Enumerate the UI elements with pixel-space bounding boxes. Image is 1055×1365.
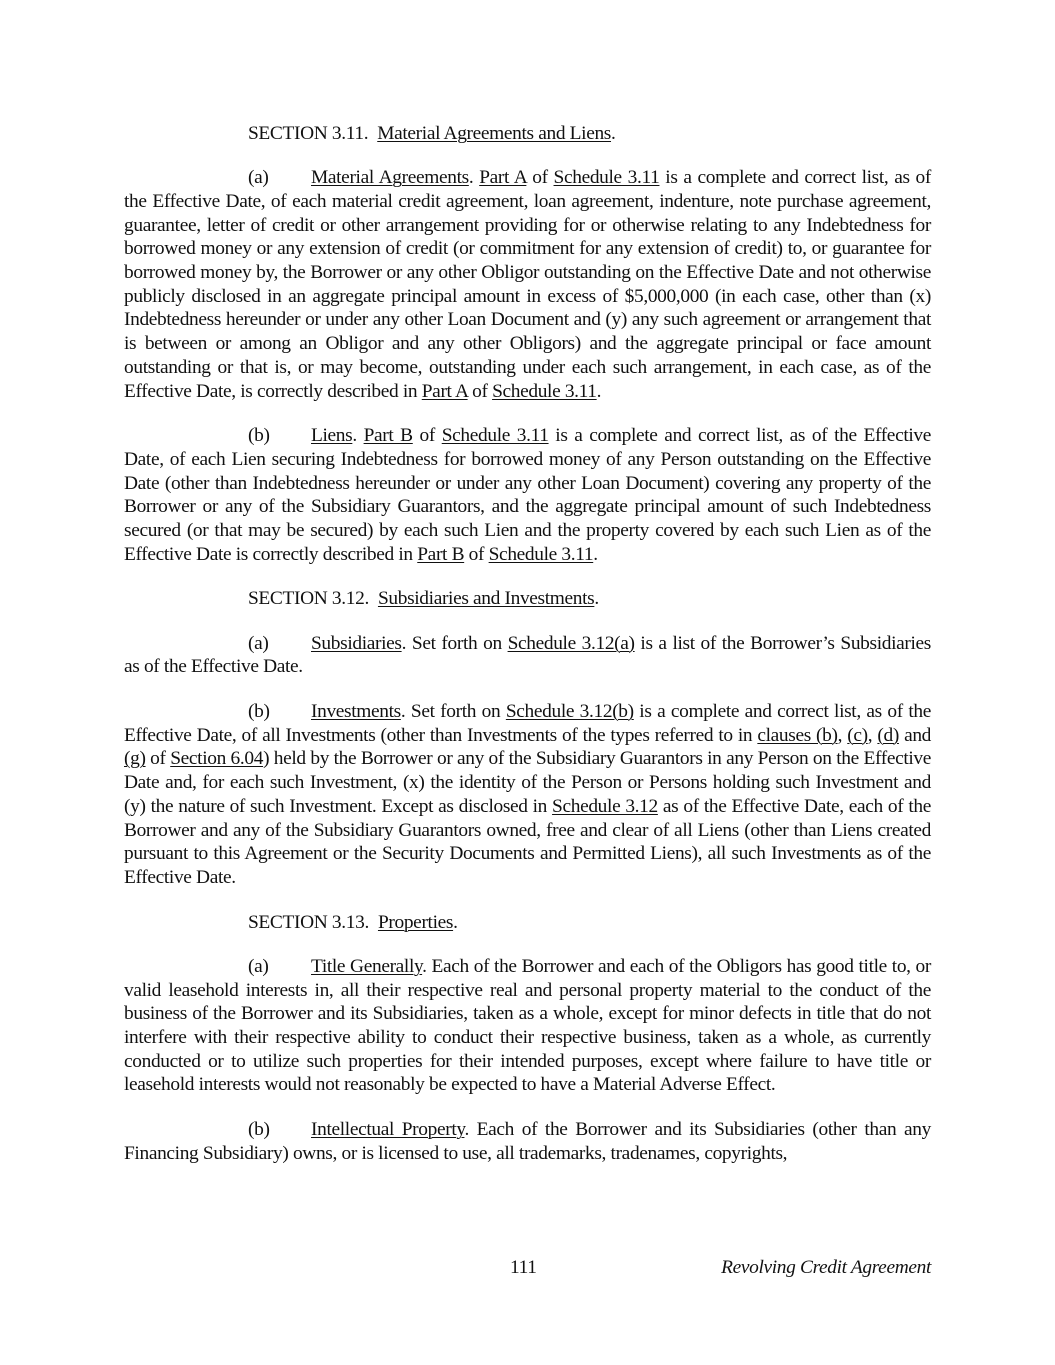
paragraph-3-11-b [124, 424, 931, 566]
clause-label: (a) [248, 955, 269, 977]
cross-reference: Schedule 3.12 [552, 795, 658, 817]
cross-reference: Schedule 3.11 [553, 167, 660, 189]
cross-reference: Part B [417, 543, 465, 565]
cross-reference: Schedule 3.11 [488, 543, 594, 565]
section-heading-3-12: SECTION 3.12. Subsidiaries and Investments. [248, 588, 599, 610]
paragraph-3-13-a [124, 955, 931, 1097]
section-title: Subsidiaries and Investments [377, 588, 595, 610]
cross-reference: Liens [311, 425, 353, 447]
section-title: Material Agreements and Liens [377, 123, 612, 144]
clause-label: (b) [248, 701, 270, 723]
cross-reference: Section 6.04 [170, 748, 264, 770]
cross-reference: Part A [479, 167, 527, 189]
paragraph-3-12-a [124, 632, 931, 679]
page-number: 111 [510, 1257, 537, 1278]
cross-reference: Schedule 3.11 [441, 425, 549, 447]
clause-body: Intellectual Property. Each of the Borrower and its Subsidiaries (other than any Financing Subsidiary) owns, or is licensed to use, all trademarks, tradenames, copyrights, [124, 1119, 931, 1164]
paragraph-3-13-b [124, 1118, 931, 1165]
cross-reference: (c) [847, 724, 868, 746]
section-number: SECTION 3.11. [248, 123, 369, 144]
cross-reference: (d) [877, 724, 899, 746]
clause-label: (b) [248, 1119, 270, 1141]
document-title: Revolving Credit Agreement [721, 1257, 931, 1278]
page-footer [124, 1256, 931, 1280]
cross-reference: Subsidiaries [311, 632, 402, 654]
paragraph-3-11-a [124, 166, 931, 403]
clause-body: Title Generally. Each of the Borrower and each of the Obligors has good title to, or valid leasehold interests in, all their respective real and personal property material to the conduct of the business of the Borrower and its Subsidiaries, taken as a whole, except for minor defects in title that do not interfere with their respective ability to conduct their respective business, taken as a whole, as currently conducted or to utilize such properties for their intended purposes, except where failure to have title or leasehold interests would not reasonably be expected to have a Material Adverse Effect. [124, 955, 932, 1096]
cross-reference: Schedule 3.11 [492, 380, 597, 402]
clause-body: Subsidiaries. Set forth on Schedule 3.12(a) is a list of the Borrower’s Subsidiaries as of the Effective Date. [124, 632, 931, 678]
section-heading-3-13: SECTION 3.13. Properties. [248, 911, 458, 933]
cross-reference: Material Agreements [311, 167, 469, 189]
section-number: SECTION 3.12. [248, 588, 369, 610]
cross-reference: Part A [421, 380, 468, 402]
clause-body: Investments. Set forth on Schedule 3.12(b) is a complete and correct list, as of the Effective Date, of all Investments (other than Investments of the types referred to in clauses (b), (c), (d) and (g) of Section 6.04) held by the Borrower or any of the Subsidiary Guarantors in any Person on the Effective Date and, for each such Investment, (x) the identity of the Person or Persons holding such Investment and (y) the nature of such Investment. Except as disclosed in Schedule 3.12 as of the Effective Date, each of the Borrower and any of the Subsidiary Guarantors owned, free and clear of all Liens (other than Liens created pursuant to this Agreement or the Security Documents and Permitted Liens), all such Investments as of the Effective Date. [124, 701, 932, 888]
cross-reference: (g) [124, 748, 146, 770]
cross-reference: Title Generally [311, 955, 423, 977]
cross-reference: Schedule 3.12(a) [507, 632, 635, 654]
cross-reference: clauses (b) [757, 724, 838, 746]
clause-label: (a) [248, 632, 269, 654]
cross-reference: Intellectual Property [311, 1119, 465, 1141]
section-heading-3-11: SECTION 3.11. Material Agreements and Liens. [248, 123, 616, 144]
clause-label: (a) [248, 167, 269, 189]
clause-label: (b) [248, 425, 270, 447]
section-number: SECTION 3.13. [248, 911, 369, 933]
section-title: Properties [377, 911, 454, 933]
cross-reference: Part B [363, 425, 413, 447]
clause-body: Liens. Part B of Schedule 3.11 is a complete and correct list, as of the Effective Date, of each Lien securing Indebtedness for borrowed money of any Person outstanding on the Effective Date (other than Indebtedness hereunder or under any other Loan Document) covering any property of the Borrower or any of the Subsidiary Guarantors, and the aggregate principal amount of such Indebtedness secured (or that may be secured) by each such Lien and the property covered by each such Lien as of the Effective Date is correctly described in Part B of Schedule 3.11. [124, 425, 931, 565]
cross-reference: Investments [311, 701, 401, 723]
paragraph-3-12-b [124, 700, 931, 890]
document-page [124, 122, 931, 1187]
clause-body: Material Agreements. Part A of Schedule 3.11 is a complete and correct list, as of the Effective Date, of each material credit agreement, loan agreement, indenture, note purchase agreement, guarantee, letter of credit or other arrangement providing for or otherwise relating to any Indebtedness for borrowed money or any extension of credit (or commitment for any extension of credit) to, or guarantee for borrowed money by, the Borrower or any other Obligor outstanding on the Effective Date and not otherwise publicly disclosed in an aggregate principal amount in excess of $5,000,000 (in each case, other than (x) Indebtedness hereunder or under any other Loan Document and (y) any such agreement or arrangement that is between or among an Obligor and any other Obligors) and the aggregate principal or face amount outstanding or that is, or may become, outstanding under each such arrangement, in each case, as of the Effective Date, is correctly described in Part A of Schedule 3.11. [124, 167, 931, 402]
cross-reference: Schedule 3.12(b) [505, 701, 634, 723]
